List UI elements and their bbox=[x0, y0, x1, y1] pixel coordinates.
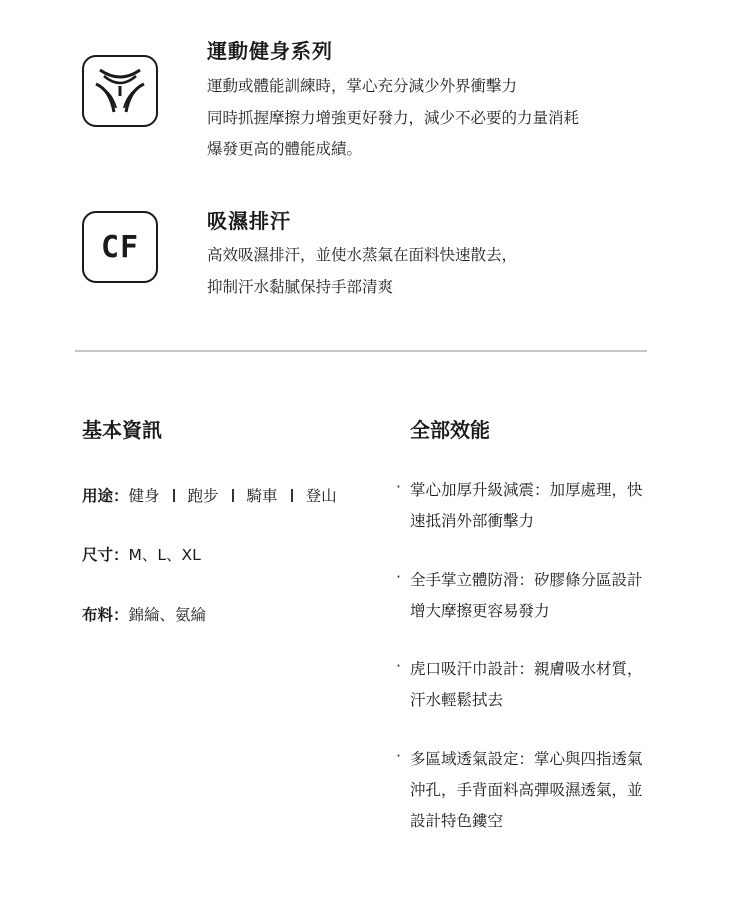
effect-text: 全手掌立體防滑：矽膠條分區設計 bbox=[410, 571, 643, 589]
usage-row bbox=[82, 484, 337, 506]
effect-text: 虎口吸汗巾設計：親膚吸水材質， bbox=[410, 660, 643, 678]
feature-text: 同時抓握摩擦力增強更好發力，減少不必要的力量消耗 bbox=[207, 109, 580, 127]
feature-text: 爆發更高的體能成績。 bbox=[207, 140, 363, 158]
effects-heading: 全部效能 bbox=[410, 418, 490, 442]
size-row bbox=[82, 543, 201, 565]
section-divider bbox=[75, 350, 647, 352]
feature-text: 抑制汗水黏膩保持手部清爽 bbox=[207, 278, 394, 296]
effect-text: 沖孔，手背面料高彈吸濕透氣，並 bbox=[410, 781, 643, 799]
material-value: 錦綸、氨綸 bbox=[128, 606, 207, 624]
bullet: · bbox=[396, 568, 401, 586]
usage-item: 跑步 bbox=[187, 487, 219, 505]
effect-text: 設計特色鏤空 bbox=[410, 812, 504, 830]
tri-fork-icon bbox=[82, 55, 158, 127]
cf-icon-text: CF bbox=[100, 229, 140, 265]
usage-item: 騎車 bbox=[246, 487, 278, 505]
effect-text: 汗水輕鬆拭去 bbox=[410, 691, 504, 709]
cf-icon bbox=[82, 211, 158, 283]
separator bbox=[232, 489, 234, 502]
basic-info-heading: 基本資訊 bbox=[82, 418, 162, 442]
material-label: 布料： bbox=[82, 606, 129, 624]
effect-text: 多區域透氣設定：掌心與四指透氣 bbox=[410, 750, 643, 768]
bullet: · bbox=[396, 478, 401, 496]
effect-text: 速抵消外部衝擊力 bbox=[410, 512, 535, 530]
usage-item: 登山 bbox=[305, 487, 337, 505]
usage-label: 用途： bbox=[82, 487, 129, 505]
separator bbox=[291, 489, 293, 502]
bullet: · bbox=[396, 747, 401, 765]
separator bbox=[173, 489, 175, 502]
feature-title: 吸濕排汗 bbox=[207, 209, 291, 233]
size-value: M、L、XL bbox=[128, 546, 201, 564]
effect-text: 增大摩擦更容易發力 bbox=[410, 602, 550, 620]
feature-title: 運動健身系列 bbox=[207, 39, 333, 63]
bullet: · bbox=[396, 657, 401, 675]
size-label: 尺寸： bbox=[82, 546, 129, 564]
feature-text: 運動或體能訓練時，掌心充分減少外界衝擊力 bbox=[207, 77, 518, 95]
effect-text: 掌心加厚升級減震：加厚處理，快 bbox=[410, 481, 643, 499]
usage-item: 健身 bbox=[128, 487, 160, 505]
material-row bbox=[82, 603, 206, 625]
feature-text: 高效吸濕排汗，並使水蒸氣在面料快速散去， bbox=[207, 246, 518, 264]
